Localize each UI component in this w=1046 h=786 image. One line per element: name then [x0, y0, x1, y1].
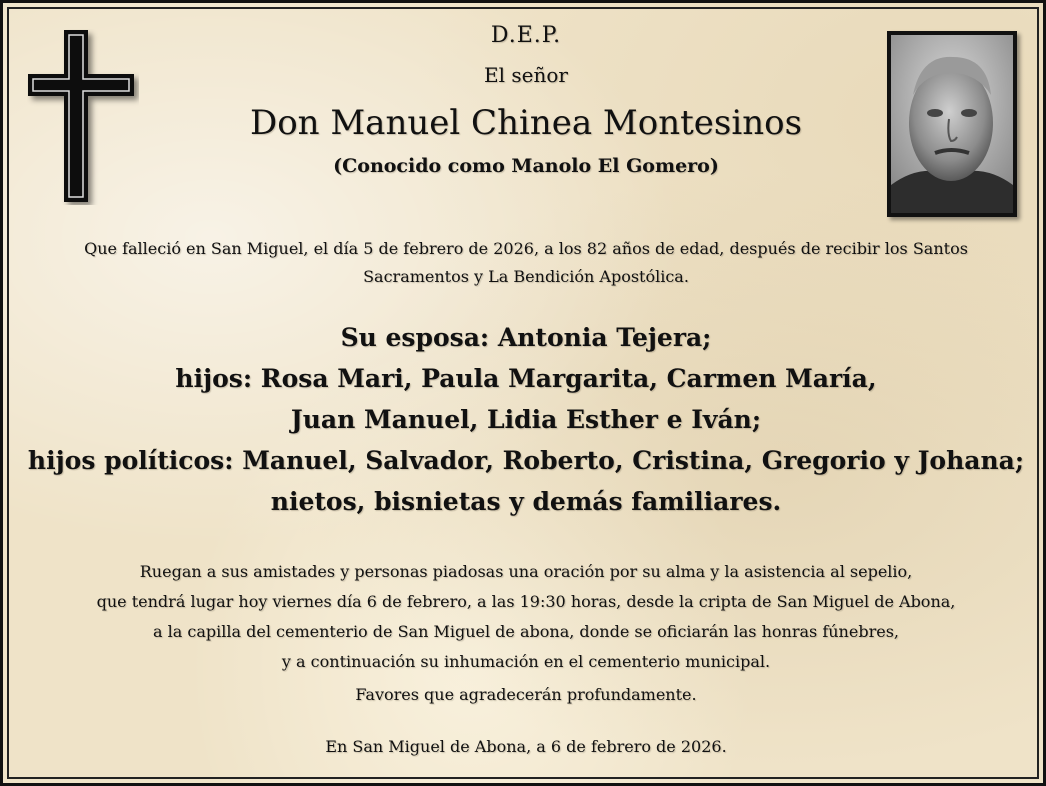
place-date: En San Miguel de Abona, a 6 de febrero de 2026. [325, 737, 727, 756]
dep-heading: D.E.P. [490, 23, 562, 48]
death-notice-intro: Que falleció en San Miguel, el día 5 de febrero de 2026, a los 82 años de edad, después de recibir los Santos Sacramentos y La Bendición Apostólica. [84, 239, 968, 286]
nickname: (Conocido como Manolo El Gomero) [333, 155, 719, 177]
closing-thanks: Favores que agradecerán profundamente. [355, 685, 697, 704]
family-line-in-laws: hijos políticos: Manuel, Salvador, Roberto, Cristina, Gregorio y Johana; [27, 446, 1025, 475]
ceremony-line-3: a la capilla del cementerio de San Miguel de abona, donde se oficiarán las honras fúnebres, [153, 622, 899, 641]
family-line-others: nietos, bisnietas y demás familiares. [270, 487, 782, 516]
ceremony-line-2: que tendrá lugar hoy viernes día 6 de febrero, a las 19:30 horas, desde la cripta de San Miguel de Abona, [96, 592, 956, 611]
ceremony-line-1: Ruegan a sus amistades y personas piadosas una oración por su alma y la asistencia al sepelio, [139, 562, 913, 581]
ceremony-line-4: y a continuación su inhumación en el cementerio municipal. [281, 652, 771, 671]
family-list [3, 317, 1046, 522]
family-line-children-2: Juan Manuel, Lidia Esther e Iván; [290, 405, 762, 434]
ceremony-details [3, 557, 1046, 677]
deceased-name: Don Manuel Chinea Montesinos [249, 103, 803, 143]
title-prefix: El señor [484, 63, 568, 87]
family-line-children-1: hijos: Rosa Mari, Paula Margarita, Carmen María, [175, 364, 877, 393]
family-line-spouse: Su esposa: Antonia Tejera; [340, 323, 712, 352]
